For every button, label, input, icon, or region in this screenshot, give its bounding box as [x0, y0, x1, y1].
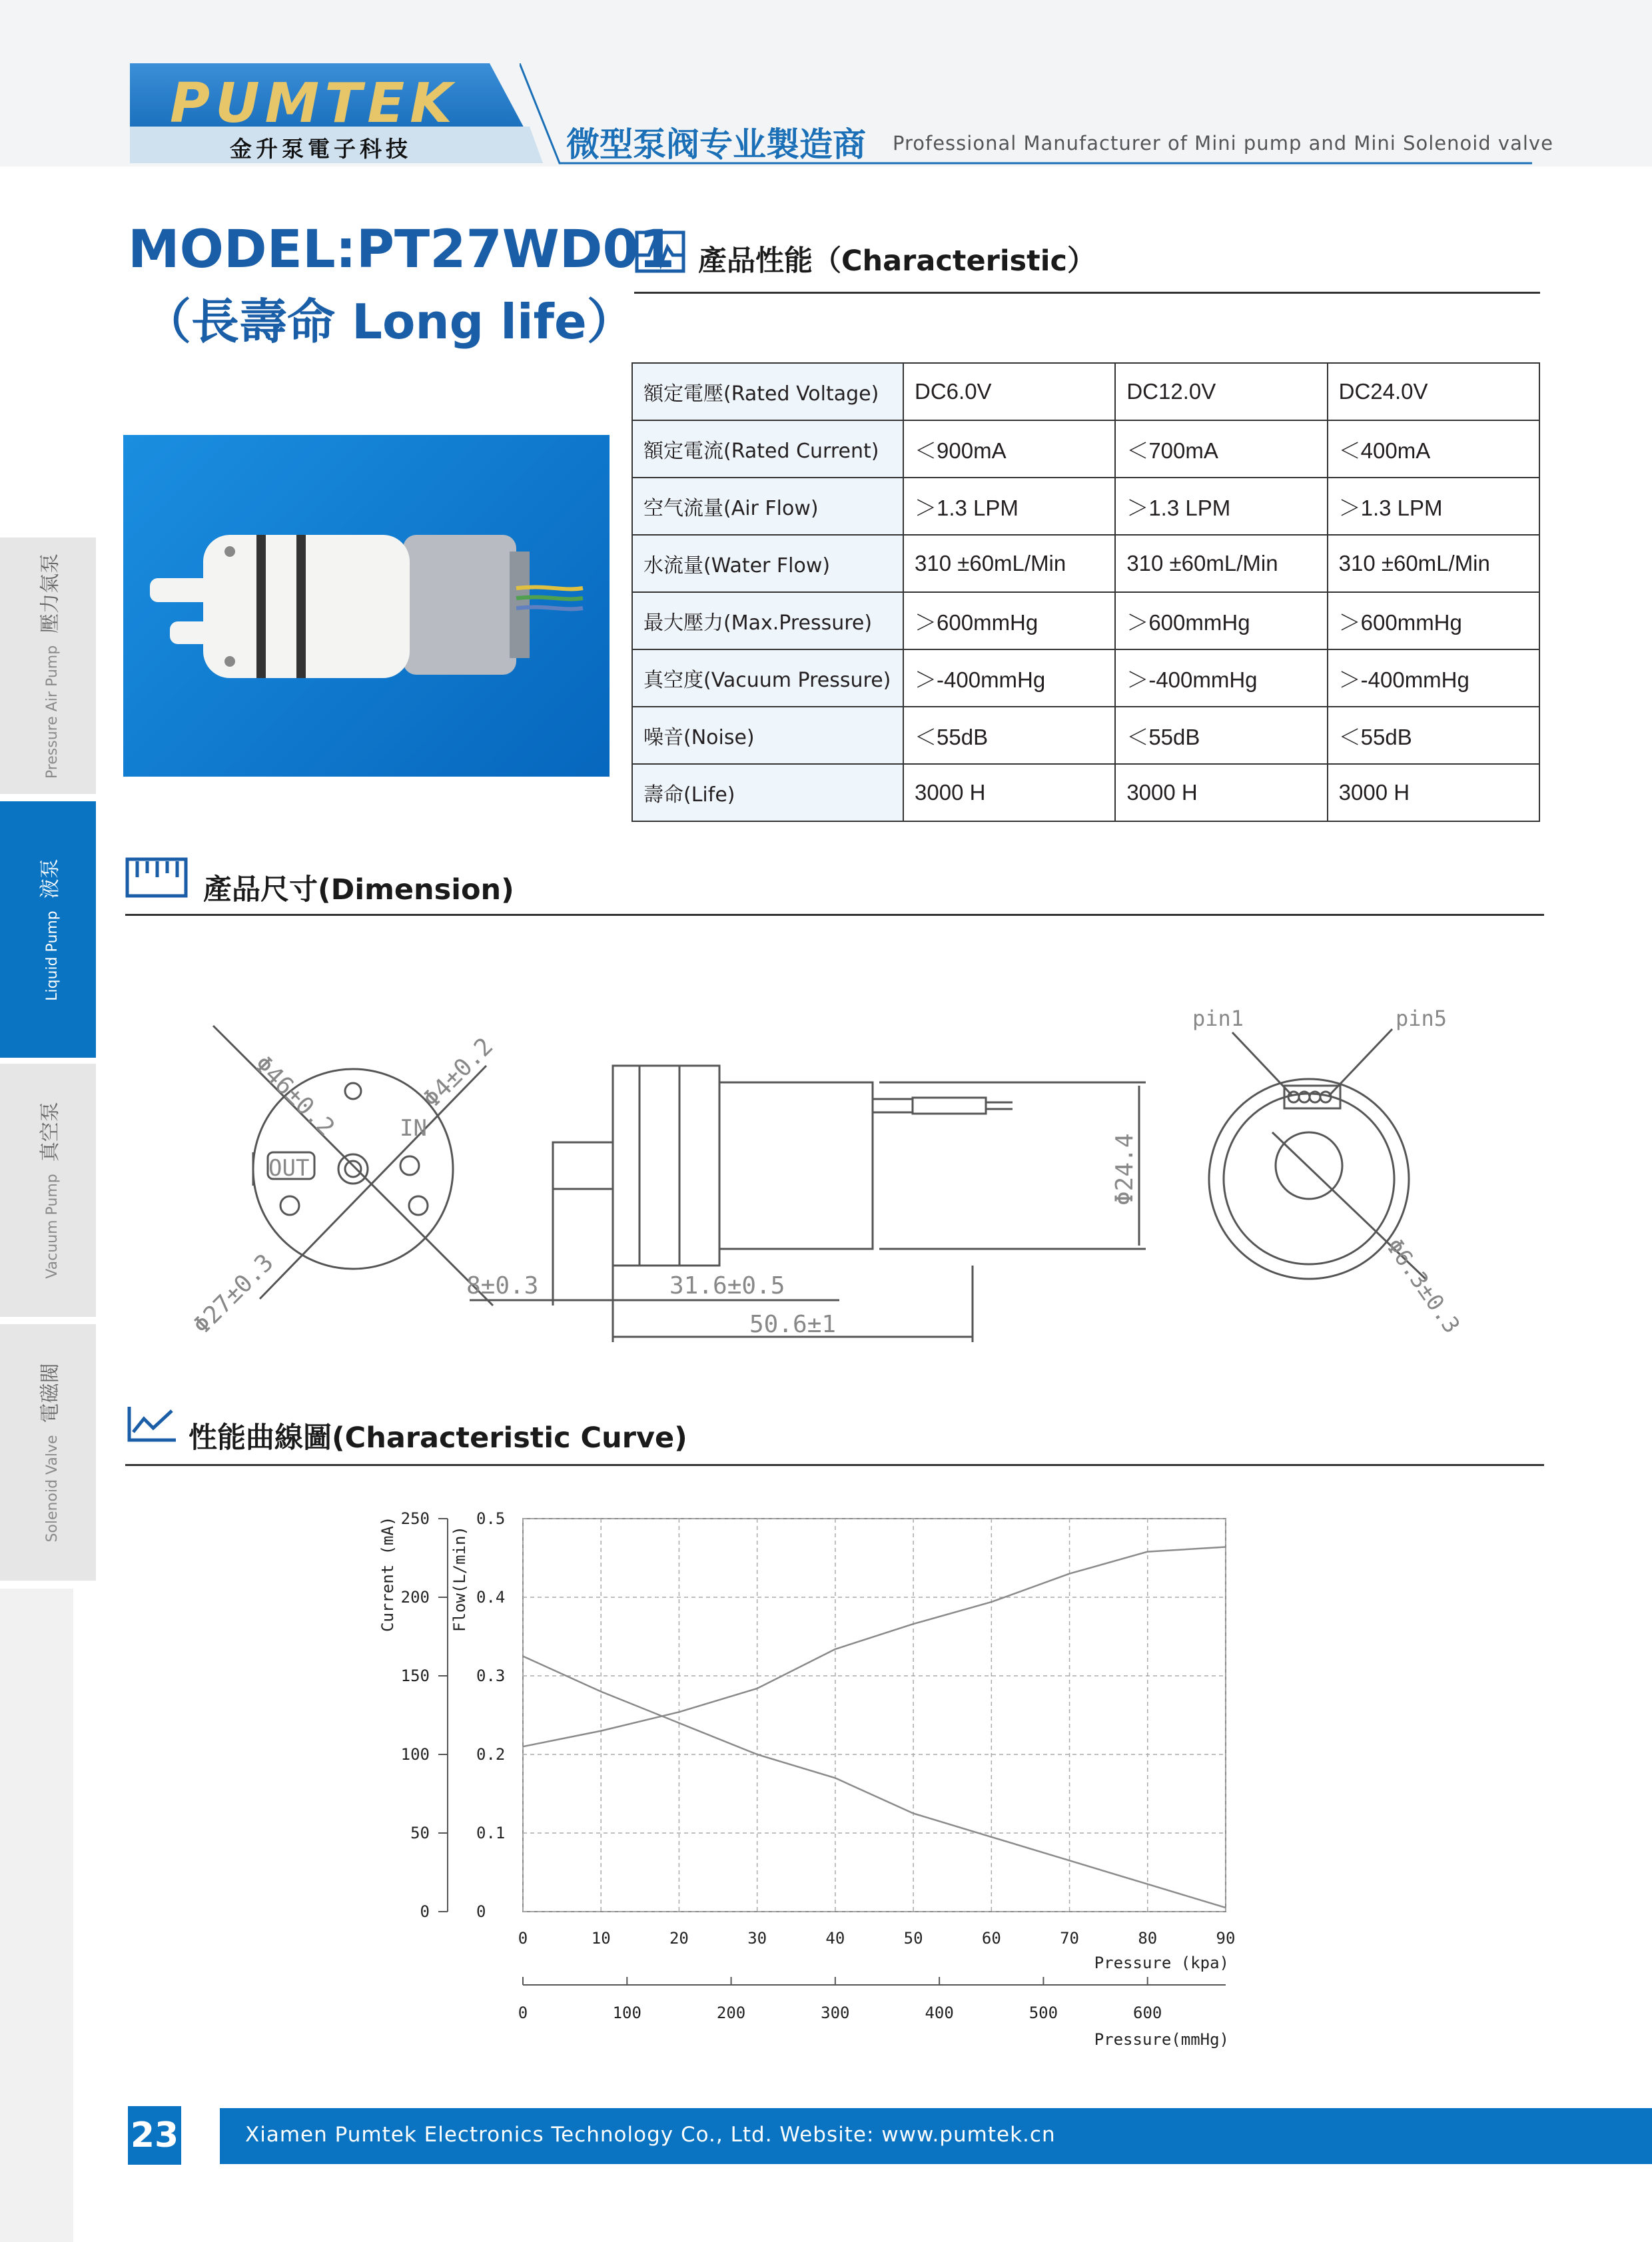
x2-tick-label: 500: [1029, 2004, 1058, 2022]
spec-value: ＞-400mmHg: [903, 649, 1115, 707]
spec-value: ＞1.3 LPM: [1328, 478, 1539, 535]
x-axis-label-kpa: Pressure (kpa): [1094, 1954, 1229, 1972]
chart-grid: [523, 1519, 1226, 1912]
y-axis-label-flow: Flow(L/min): [450, 1526, 469, 1632]
x-tick-label: 70: [1060, 1929, 1080, 1948]
tagline-chinese: 微型泵阀专业製造商: [566, 125, 866, 164]
side-tab-solenoid-valve[interactable]: [0, 1324, 96, 1581]
side-tab-label-en: Vacuum Pump: [44, 1174, 61, 1279]
logo-subtitle: 金升泵電子科技: [230, 136, 412, 162]
y-right-tick-label: 0.2: [476, 1745, 506, 1764]
side-tab-pressure-air-pump[interactable]: [0, 538, 96, 794]
x-tick-label: 60: [981, 1929, 1001, 1948]
spec-value: 3000 H: [1115, 764, 1327, 821]
x-tick-label: 40: [825, 1929, 845, 1948]
spec-value: ＜400mA: [1328, 420, 1539, 478]
y-left-tick-label: 200: [400, 1588, 430, 1607]
spec-value: ＜55dB: [903, 707, 1115, 764]
y-left-tick-label: 0: [420, 1902, 430, 1921]
spec-value: ＞1.3 LPM: [903, 478, 1115, 535]
spec-row: [632, 535, 1539, 592]
spec-table: [631, 362, 1540, 822]
dimension-drawing: [173, 986, 1505, 1359]
line-chart-icon: [125, 1404, 179, 1444]
dim-pump-length: 31.6±0.5: [669, 1272, 785, 1300]
dim-body-diameter: Φ27±0.3: [188, 1249, 279, 1340]
spec-value: DC6.0V: [903, 363, 1115, 420]
x-tick-label: 20: [669, 1929, 689, 1948]
y-right-tick-label: 0.5: [476, 1509, 506, 1528]
side-tab-label-en: Liquid Pump: [44, 910, 61, 1001]
spec-value: ＞600mmHg: [1328, 592, 1539, 649]
spec-label: 最大壓力(Max.Pressure): [632, 592, 903, 649]
waveform-icon: [634, 230, 687, 276]
spec-value: ＜55dB: [1328, 707, 1539, 764]
x-tick-label: 90: [1216, 1929, 1236, 1948]
dim-port-diameter: Φ4±0.2: [418, 1032, 499, 1114]
port-out-label: OUT: [268, 1155, 310, 1182]
section-rule: [125, 914, 1544, 916]
spec-label: 空气流量(Air Flow): [632, 478, 903, 535]
y-axis-label-current: Current (mA): [378, 1516, 397, 1632]
y-left-tick-label: 150: [400, 1667, 430, 1685]
spec-value: DC24.0V: [1328, 363, 1539, 420]
spec-value: ＞1.3 LPM: [1115, 478, 1327, 535]
tagline-english: Professional Manufacturer of Mini pump and Mini Solenoid valve: [893, 132, 1553, 155]
y-right-tick-label: 0.4: [476, 1588, 506, 1607]
y-right-tick-label: 0.1: [476, 1824, 506, 1842]
spec-value: 310 ±60mL/Min: [1115, 535, 1327, 592]
side-tab-label-cn: 電磁閥: [39, 1362, 62, 1423]
side-view: [470, 1066, 1146, 1342]
dim-outer-diameter: Φ46±0.2: [248, 1050, 340, 1142]
characteristic-curve-chart: [360, 1499, 1292, 2065]
spec-row: [632, 649, 1539, 707]
model-title: MODEL:PT27WD01: [128, 220, 675, 280]
spec-label: 噪音(Noise): [632, 707, 903, 764]
spec-value: 3000 H: [903, 764, 1115, 821]
side-tab-label-cn: 壓力氣泵: [39, 553, 62, 633]
dim-inner-diameter: Φ6.3±0.3: [1380, 1234, 1465, 1339]
y-right-tick-label: 0: [476, 1902, 486, 1921]
spec-label: 水流量(Water Flow): [632, 535, 903, 592]
x-tick-label: 50: [903, 1929, 923, 1948]
side-tab-label-en: Pressure Air Pump: [44, 645, 61, 779]
spec-value: ＜700mA: [1115, 420, 1327, 478]
port-in-label: IN: [400, 1115, 427, 1142]
pin5-label: pin5: [1396, 1006, 1447, 1031]
model-subtitle: （長壽命 Long life）: [143, 294, 635, 350]
section-rule: [125, 1464, 1544, 1466]
spec-row: [632, 420, 1539, 478]
y-left-tick-label: 50: [410, 1824, 430, 1842]
section-title-characteristic: 產品性能（Characteristic）: [698, 244, 1096, 278]
x-tick-label: 10: [591, 1929, 611, 1948]
x2-tick-label: 400: [925, 2004, 954, 2022]
spec-row: [632, 592, 1539, 649]
x-tick-label: 80: [1138, 1929, 1158, 1948]
logo: PUMTEK: [170, 72, 458, 135]
pump-illustration: [123, 435, 610, 777]
y-right-tick-label: 0.3: [476, 1667, 506, 1685]
page-number: 23: [128, 2106, 181, 2165]
series-line-1: [523, 1657, 1226, 1908]
section-title-dimension: 產品尺寸(Dimension): [203, 873, 514, 907]
spec-row: [632, 707, 1539, 764]
section-rule: [634, 292, 1540, 294]
product-photo: [123, 435, 610, 777]
side-tab-liquid-pump[interactable]: [0, 801, 96, 1058]
spec-value: ＞600mmHg: [903, 592, 1115, 649]
spec-value: DC12.0V: [1115, 363, 1327, 420]
x-tick-label: 30: [747, 1929, 767, 1948]
spec-value: 310 ±60mL/Min: [903, 535, 1115, 592]
y-left-tick-label: 250: [400, 1509, 430, 1528]
pin1-label: pin1: [1192, 1006, 1244, 1031]
side-tab-label-cn: 真空泵: [39, 1102, 62, 1162]
spec-value: 310 ±60mL/Min: [1328, 535, 1539, 592]
series-line-0: [523, 1547, 1226, 1747]
spec-label: 壽命(Life): [632, 764, 903, 821]
spec-label: 額定電壓(Rated Voltage): [632, 363, 903, 420]
side-strip: [0, 1589, 73, 2242]
side-tab-label-cn: 液泵: [39, 858, 62, 899]
spec-value: ＜900mA: [903, 420, 1115, 478]
spec-row: [632, 363, 1539, 420]
side-tab-label-en: Solenoid Valve: [44, 1434, 61, 1543]
dim-motor-diameter: Φ24.4: [1111, 1133, 1138, 1206]
x2-tick-label: 600: [1133, 2004, 1162, 2022]
dim-nozzle-length: 8±0.3: [466, 1272, 539, 1300]
spec-value: 3000 H: [1328, 764, 1539, 821]
plot-frame: [523, 1519, 1226, 1912]
x-tick-label: 0: [518, 1929, 528, 1948]
x-axis-label-mmhg: Pressure(mmHg): [1094, 2030, 1229, 2049]
x2-tick-label: 300: [821, 2004, 850, 2022]
spec-value: ＜55dB: [1115, 707, 1327, 764]
spec-row: [632, 478, 1539, 535]
spec-value: ＞600mmHg: [1115, 592, 1327, 649]
spec-row: [632, 764, 1539, 821]
footer-text: Xiamen Pumtek Electronics Technology Co., Ltd. Website: www.pumtek.cn: [245, 2123, 1056, 2147]
y-left-tick-label: 100: [400, 1745, 430, 1764]
dim-total-length: 50.6±1: [749, 1311, 837, 1338]
chart-axes: [401, 1509, 1236, 2022]
x2-tick-label: 0: [518, 2004, 528, 2022]
spec-value: ＞-400mmHg: [1115, 649, 1327, 707]
x2-tick-label: 100: [612, 2004, 641, 2022]
section-title-curve: 性能曲線圖(Characteristic Curve): [189, 1421, 687, 1455]
x2-tick-label: 200: [716, 2004, 746, 2022]
ruler-icon: [125, 857, 189, 899]
spec-value: ＞-400mmHg: [1328, 649, 1539, 707]
side-tab-vacuum-pump[interactable]: [0, 1064, 96, 1317]
chart-series: [523, 1547, 1226, 1908]
spec-label: 額定電流(Rated Current): [632, 420, 903, 478]
spec-label: 真空度(Vacuum Pressure): [632, 649, 903, 707]
